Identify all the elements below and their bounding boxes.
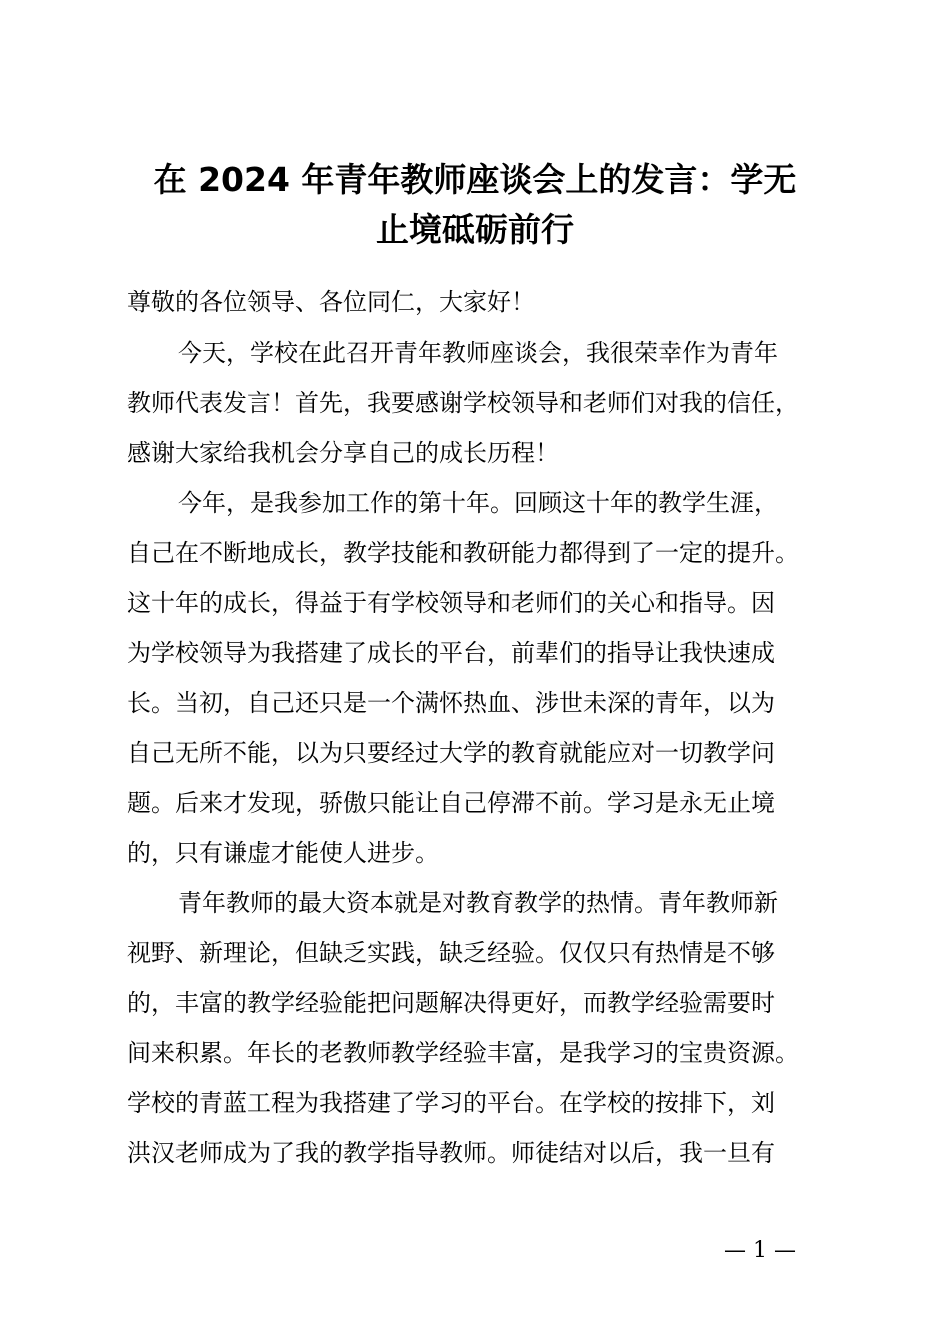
body-line: 间来积累。年长的老教师教学经验丰富，是我学习的宝贵资源。 xyxy=(127,1039,799,1067)
body-line: 为学校领导为我搭建了成长的平台，前辈们的指导让我快速成 xyxy=(127,639,775,667)
body-line: 长。当初，自己还只是一个满怀热血、涉世未深的青年，以为 xyxy=(127,689,775,717)
body-line: 今年，是我参加工作的第十年。回顾这十年的教学生涯， xyxy=(178,489,778,517)
salutation: 尊敬的各位领导、各位同仁，大家好！ xyxy=(127,288,535,316)
body-line: 学校的青蓝工程为我搭建了学习的平台。在学校的按排下，刘 xyxy=(127,1089,775,1117)
body-line: 今天，学校在此召开青年教师座谈会，我很荣幸作为青年 xyxy=(178,339,778,367)
body-line: 洪汉老师成为了我的教学指导教师。师徒结对以后，我一旦有 xyxy=(127,1139,775,1167)
body-line: 的，只有谦虚才能使人进步。 xyxy=(127,839,439,867)
body-line: 视野、新理论，但缺乏实践，缺乏经验。仅仅只有热情是不够 xyxy=(127,939,775,967)
body-line: 题。后来才发现，骄傲只能让自己停滞不前。学习是永无止境 xyxy=(127,789,775,817)
body-line: 感谢大家给我机会分享自己的成长历程！ xyxy=(127,439,559,467)
body-line: 自己在不断地成长，教学技能和教研能力都得到了一定的提升。 xyxy=(127,539,799,567)
body-line: 的，丰富的教学经验能把问题解决得更好，而教学经验需要时 xyxy=(127,989,775,1017)
body-line: 这十年的成长，得益于有学校领导和老师们的关心和指导。因 xyxy=(127,589,775,617)
page-number: — 1 — xyxy=(724,1238,796,1263)
body-line: 青年教师的最大资本就是对教育教学的热情。青年教师新 xyxy=(178,889,778,917)
document-title-line-2: 止境砥砺前行 xyxy=(376,210,574,249)
body-line: 教师代表发言！首先，我要感谢学校领导和老师们对我的信任， xyxy=(127,389,799,417)
document-title-line-1: 在 2024 年青年教师座谈会上的发言：学无 xyxy=(153,160,797,199)
body-line: 自己无所不能，以为只要经过大学的教育就能应对一切教学问 xyxy=(127,739,775,767)
